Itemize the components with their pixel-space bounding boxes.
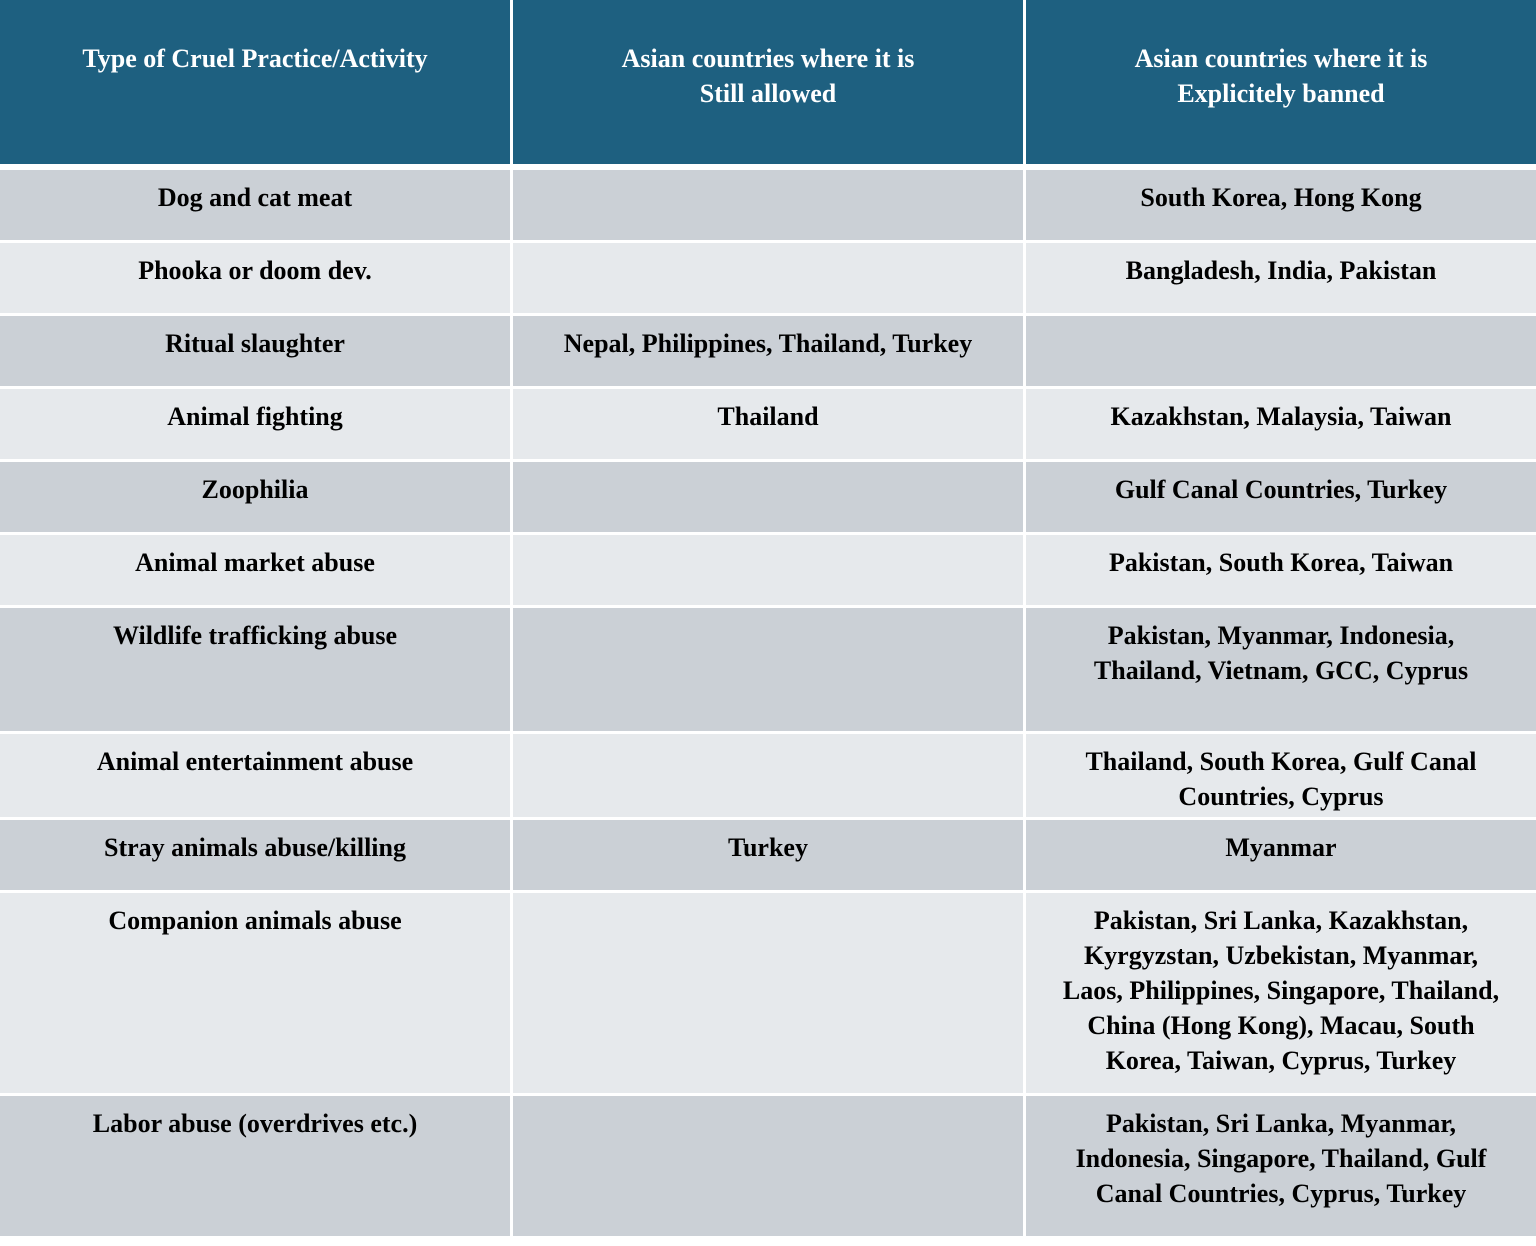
- row-4-practice: Animal fighting: [0, 389, 513, 462]
- row-9-practice: Stray animals abuse/killing: [0, 820, 513, 893]
- row-1-allowed: [513, 170, 1026, 243]
- row-3-banned: [1026, 316, 1536, 389]
- row-8-practice: Animal entertainment abuse: [0, 734, 513, 820]
- row-4-banned: Kazakhstan, Malaysia, Taiwan: [1026, 389, 1536, 462]
- row-5-allowed: [513, 462, 1026, 535]
- row-2-practice: Phooka or doom dev.: [0, 243, 513, 316]
- row-4-allowed: Thailand: [513, 389, 1026, 462]
- row-9-banned: Myanmar: [1026, 820, 1536, 893]
- row-8-allowed: [513, 734, 1026, 820]
- row-7-practice: Wildlife trafficking abuse: [0, 608, 513, 734]
- row-6-practice: Animal market abuse: [0, 535, 513, 608]
- header-still-allowed: Asian countries where it is Still allowed: [513, 0, 1026, 170]
- row-7-allowed: [513, 608, 1026, 734]
- row-5-banned: Gulf Canal Countries, Turkey: [1026, 462, 1536, 535]
- row-3-allowed: Nepal, Philippines, Thailand, Turkey: [513, 316, 1026, 389]
- header-explicitly-banned: Asian countries where it is Explicitely banned: [1026, 0, 1536, 170]
- row-6-banned: Pakistan, South Korea, Taiwan: [1026, 535, 1536, 608]
- row-11-practice: Labor abuse (overdrives etc.): [0, 1096, 513, 1239]
- row-10-banned: Pakistan, Sri Lanka, Kazakhstan, Kyrgyzstan, Uzbekistan, Myanmar, Laos, Philippines, Singapore, Thailand, China (Hong Kong), Macau, South Korea, Taiwan, Cyprus, Turkey: [1026, 893, 1536, 1096]
- row-6-allowed: [513, 535, 1026, 608]
- row-1-practice: Dog and cat meat: [0, 170, 513, 243]
- row-9-allowed: Turkey: [513, 820, 1026, 893]
- row-7-banned: Pakistan, Myanmar, Indonesia, Thailand, Vietnam, GCC, Cyprus: [1026, 608, 1536, 734]
- row-3-practice: Ritual slaughter: [0, 316, 513, 389]
- row-2-allowed: [513, 243, 1026, 316]
- row-10-practice: Companion animals abuse: [0, 893, 513, 1096]
- row-10-allowed: [513, 893, 1026, 1096]
- row-8-banned: Thailand, South Korea, Gulf Canal Countries, Cyprus: [1026, 734, 1536, 820]
- row-2-banned: Bangladesh, India, Pakistan: [1026, 243, 1536, 316]
- row-11-banned: Pakistan, Sri Lanka, Myanmar, Indonesia, Singapore, Thailand, Gulf Canal Countries, Cyprus, Turkey: [1026, 1096, 1536, 1239]
- header-practice: Type of Cruel Practice/Activity: [0, 0, 513, 170]
- row-5-practice: Zoophilia: [0, 462, 513, 535]
- row-11-allowed: [513, 1096, 1026, 1239]
- row-1-banned: South Korea, Hong Kong: [1026, 170, 1536, 243]
